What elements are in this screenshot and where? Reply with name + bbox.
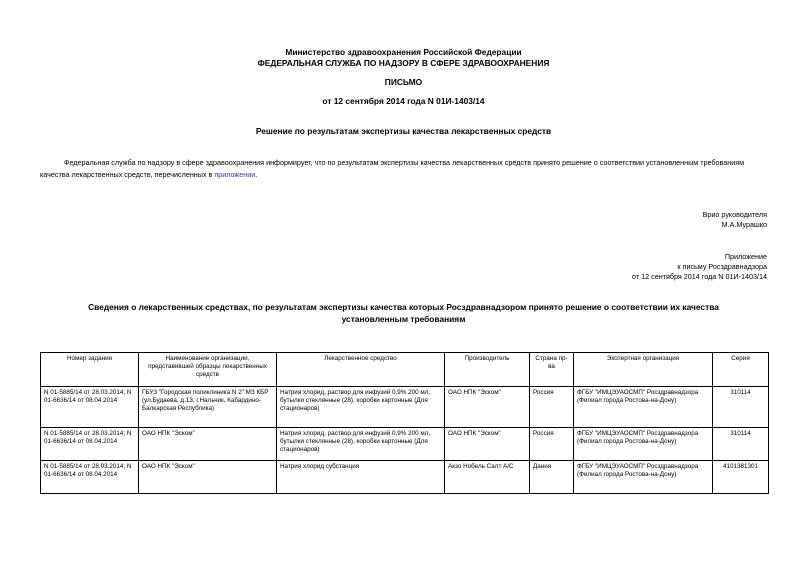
document-type: ПИСЬМО <box>384 77 423 87</box>
table-row <box>41 387 769 428</box>
column-header-expert: Экспертная организация <box>574 353 713 387</box>
table-header-row <box>41 353 769 387</box>
paragraph-text-end: . <box>255 170 258 179</box>
appendix-title: Сведения о лекарственных средствах, по результатам экспертизы качества которых Росздравнадзором принято решение о соответствии их качества установленным требованиям <box>88 302 719 324</box>
appendix-link[interactable]: приложении <box>214 170 256 179</box>
cell-country: Дания <box>530 461 574 494</box>
signature-name: М.А.Мурашко <box>721 220 767 229</box>
paragraph-text-start: Федеральная служба по надзору в сфере здравоохранения информирует, что по результатам экспертизы качества лекарственных средств принято решение о соответствии установленным требованиям качества лекарственных средств, перечисленных в <box>40 158 745 179</box>
cell-country: Россия <box>530 428 574 461</box>
column-header-manufacturer: Производитель <box>445 353 530 387</box>
column-header-series: Серия <box>713 353 769 387</box>
cell-country: Россия <box>530 387 574 428</box>
cell-series: 310114 <box>713 387 769 428</box>
cell-task: N 01-5885/14 от 28.03.2014; N 01-6636/14 от 08.04.2014 <box>41 387 139 428</box>
column-header-task: Номер задания <box>41 353 139 387</box>
column-header-country: Страна пр-ва <box>530 353 574 387</box>
signature-position: Врио руководителя <box>702 210 767 219</box>
letter-paragraph <box>40 157 768 181</box>
cell-expert: ФГБУ "ИМЦЭУАОСМП" Росздравнадзора (Филиал города Ростова-на-Дону) <box>574 461 713 494</box>
appendix-label: Приложение <box>724 252 767 261</box>
column-header-drug: Лекарственное средство <box>277 353 445 387</box>
cell-series: 4101381301 <box>713 461 769 494</box>
document-date: от 12 сентября 2014 года N 01И-1403/14 <box>322 96 485 106</box>
table-row <box>41 428 769 461</box>
cell-expert: ФГБУ "ИМЦЭУАОСМП" Росздравнадзора (Филиал города Ростова-на-Дону) <box>574 428 713 461</box>
ministry-name: Министерство здравоохранения Российской Федерации <box>285 47 522 57</box>
cell-drug: Натрия хлорид, раствор для инфузий 0,9% 200 мл, бутылки стеклянные (28), коробки картонные (Для стационаров) <box>277 387 445 428</box>
column-header-organization: Наименование организации, представившей образцы лекарственных средств <box>139 353 277 387</box>
cell-organization: ОАО НПК "Эском" <box>139 428 277 461</box>
cell-manufacturer: Акзо Нобель Салт А/С <box>445 461 530 494</box>
appendix-letter-date: от 12 сентября 2014 года N 01И-1403/14 <box>632 272 767 281</box>
cell-organization: ОАО НПК "Эском" <box>139 461 277 494</box>
table-row <box>41 461 769 494</box>
document-title: Решение по результатам экспертизы качества лекарственных средств <box>255 126 552 136</box>
cell-expert: ФГБУ "ИМЦЭУАОСМП" Росздравнадзора (Филиал города Ростова-на-Дону) <box>574 387 713 428</box>
cell-drug: Натрия хлорид субстанция <box>277 461 445 494</box>
cell-organization: ГБУЗ "Городская поликлиника N 2" МЗ КБР (ул.Будаева, д.13, г.Нальчик, Кабардино-Балкарская Республика) <box>139 387 277 428</box>
drugs-table <box>40 352 769 494</box>
cell-manufacturer: ОАО НПК "Эском" <box>445 387 530 428</box>
cell-manufacturer: ОАО НПК "Эском" <box>445 428 530 461</box>
appendix-letter-ref: к письму Росздравнадзора <box>677 262 767 271</box>
service-name: ФЕДЕРАЛЬНАЯ СЛУЖБА ПО НАДЗОРУ В СФЕРЕ ЗДРАВООХРАНЕНИЯ <box>257 58 550 68</box>
cell-task: N 01-5885/14 от 28.03.2014; N 01-6636/14 от 08.04.2014 <box>41 428 139 461</box>
cell-task: N 01-5885/14 от 28.03.2014; N 01-6636/14 от 08.04.2014 <box>41 461 139 494</box>
cell-drug: Натрия хлорид, раствор для инфузий 0,9% 200 мл, бутылки стеклянные (28), коробки картонные (Для стационаров) <box>277 428 445 461</box>
cell-series: 310114 <box>713 428 769 461</box>
